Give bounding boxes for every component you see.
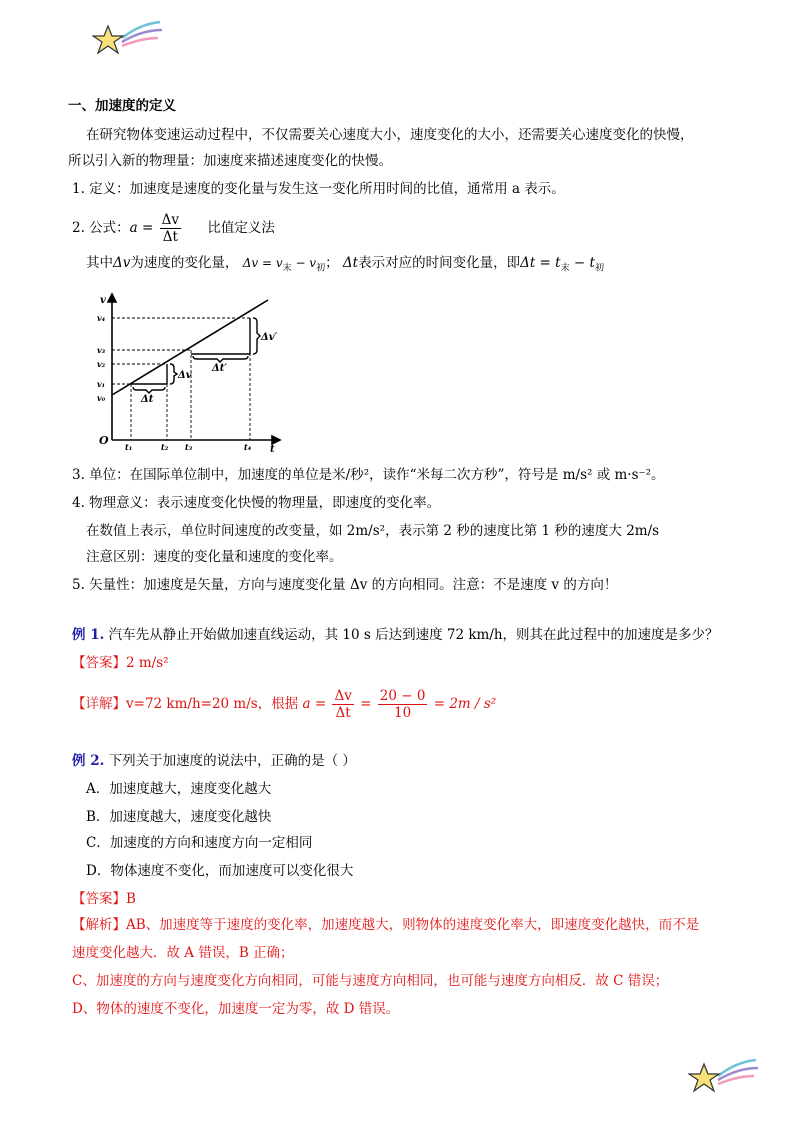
analysis-line-4: D、物体的速度不变化，加速度一定为零，故 D 错误。 — [72, 1001, 400, 1017]
intro-line-2: 所以引入新的物理量：加速度来描述速度变化的快慢。 — [68, 153, 392, 169]
example-1-detail-tag: 【详解】 — [72, 696, 126, 712]
analysis-line-2: 速度变化越大．故 A 错误，B 正确； — [72, 945, 294, 961]
v-axis-arrow-icon — [108, 294, 116, 302]
origin-label: O — [99, 434, 109, 447]
where-text-2: 为速度的变化量， — [130, 255, 239, 271]
delta-t-brace-icon — [133, 387, 165, 393]
delta-v-brace-icon — [170, 364, 177, 384]
example-1-frac2-num: 20 − 0 — [379, 688, 426, 704]
example-1-answer-value: 2 m/s² — [126, 655, 169, 671]
where-eq1: Δv = v — [242, 256, 283, 270]
formula-num: Δv — [161, 212, 180, 228]
example-1-result: = 2m / s² — [433, 696, 497, 712]
star-decoration-top-icon — [92, 18, 164, 58]
example-1-label: 例 1. — [72, 627, 105, 643]
delta-t-prime-brace-icon — [193, 356, 248, 362]
where-text-1: 其中 — [86, 255, 113, 271]
example-1-frac1-num: Δv — [334, 688, 352, 704]
y-tick-v3: v₃ — [97, 345, 106, 355]
x-tick-t4: t₄ — [244, 442, 252, 452]
example-2 — [72, 752, 356, 770]
y-tick-v4: v₄ — [97, 313, 106, 323]
where-sub4: 初 — [594, 263, 604, 274]
intro-line-1: 在研究物体变速运动过程中，不仅需要关心速度大小，速度变化的大小，还需要关心速度变化的快慢， — [86, 127, 694, 143]
option-d: D．物体速度不变化，而加速度可以变化很大 — [86, 863, 354, 879]
example-1-frac1-den: Δt — [335, 705, 351, 721]
unit-line: 3. 单位：在国际单位制中，加速度的单位是米/秒²，读作“米每二次方秒”，符号是 m/s² 或 m·s⁻²。 — [72, 467, 665, 483]
example-1-answer — [72, 654, 169, 672]
where-eq2: Δt = t — [520, 255, 561, 271]
x-tick-t2: t₂ — [161, 442, 169, 452]
y-tick-v0: v₀ — [97, 393, 106, 403]
formula-line: 2. 公式：a = $\frac{\Delta v}{\Delta t}$ 比值定义法 — [72, 212, 275, 245]
delta-t-prime-label: Δt′ — [212, 363, 228, 374]
delta-v-prime-label: Δv′ — [261, 332, 278, 343]
analysis-line-3: C、加速度的方向与速度变化方向相同，可能与速度方向相同，也可能与速度方向相反．故 C 错误； — [72, 973, 669, 989]
example-2-answer-tag: 【答案】 — [72, 891, 126, 907]
where-dt: Δt — [342, 255, 359, 271]
formula-fraction — [160, 212, 181, 245]
example-2-answer — [72, 890, 136, 908]
formula-prefix: 2. 公式： — [72, 220, 130, 236]
example-1-answer-tag: 【答案】 — [72, 655, 126, 671]
example-1 — [72, 626, 719, 644]
example-1-detail — [72, 688, 496, 721]
where-text-4: 表示对应的时间变化量，即 — [358, 255, 521, 271]
delta-t-label: Δt — [141, 394, 154, 405]
v-axis-label: v — [100, 295, 106, 306]
option-b: B．加速度越大，速度变化越快 — [86, 809, 272, 825]
example-1-eq: = — [360, 696, 372, 712]
where-line — [86, 254, 604, 278]
where-minus: − v — [291, 256, 317, 270]
x-tick-t3: t₃ — [185, 442, 193, 452]
example-1-detail-text: v=72 km/h=20 m/s，根据 — [126, 696, 299, 712]
delta-v-label: Δv — [178, 370, 192, 381]
where-sub1: 末 — [282, 263, 292, 274]
option-c: C．加速度的方向和速度方向一定相同 — [86, 835, 313, 851]
y-tick-v1: v₁ — [97, 379, 106, 389]
velocity-time-graph — [90, 292, 290, 452]
where-dv: Δv — [113, 255, 131, 271]
t-axis-arrow-icon — [272, 436, 280, 444]
formula-a: a — [129, 220, 138, 236]
where-sub3: 末 — [560, 263, 570, 274]
example-2-answer-value: B — [126, 891, 136, 907]
example-2-label: 例 2. — [72, 753, 105, 769]
delta-v-prime-brace-icon — [253, 318, 260, 354]
where-text-3: ； — [325, 255, 339, 271]
where-minus2: − t — [569, 255, 595, 271]
example-1-frac2-den: 10 — [393, 705, 412, 721]
example-1-a: a = — [302, 696, 327, 712]
star-decoration-bottom-icon — [688, 1056, 760, 1096]
example-1-fraction-2 — [378, 688, 428, 721]
t-axis-label: t — [270, 444, 275, 452]
example-2-text: 下列关于加速度的说法中，正确的是（ ） — [108, 753, 356, 769]
formula-note: 比值定义法 — [207, 220, 275, 236]
y-tick-v2: v₂ — [97, 359, 106, 369]
vector-line: 5. 矢量性：加速度是矢量，方向与速度变化量 Δv 的方向相同。注意：不是速度 v 的方向！ — [72, 577, 618, 593]
x-tick-t1: t₁ — [125, 442, 133, 452]
example-1-text: 汽车先从静止开始做加速直线运动，其 10 s 后达到速度 72 km/h，则其在此过程中的加速度是多少？ — [108, 627, 719, 643]
formula-den: Δt — [162, 229, 178, 245]
option-a: A．加速度越大，速度变化越大 — [86, 781, 272, 797]
section-title: 一、加速度的定义 — [68, 98, 176, 114]
meaning-line-2: 在数值上表示，单位时间速度的改变量，如 2m/s²，表示第 2 秒的速度比第 1 秒的速度大 2m/s — [86, 523, 660, 539]
example-1-fraction-1 — [332, 688, 353, 721]
meaning-line-3: 注意区别：速度的变化量和速度的变化率。 — [86, 549, 343, 565]
where-sub2: 初 — [316, 263, 326, 274]
meaning-line: 4. 物理意义：表示速度变化快慢的物理量，即速度的变化率。 — [72, 495, 441, 511]
analysis-line-1: 【解析】AB、加速度等于速度的变化率，加速度越大，则物体的速度变化率大，即速度变化越快，而不是 — [72, 917, 700, 933]
definition-line: 1. 定义：加速度是速度的变化量与发生这一变化所用时间的比值，通常用 a 表示。 — [72, 181, 565, 197]
